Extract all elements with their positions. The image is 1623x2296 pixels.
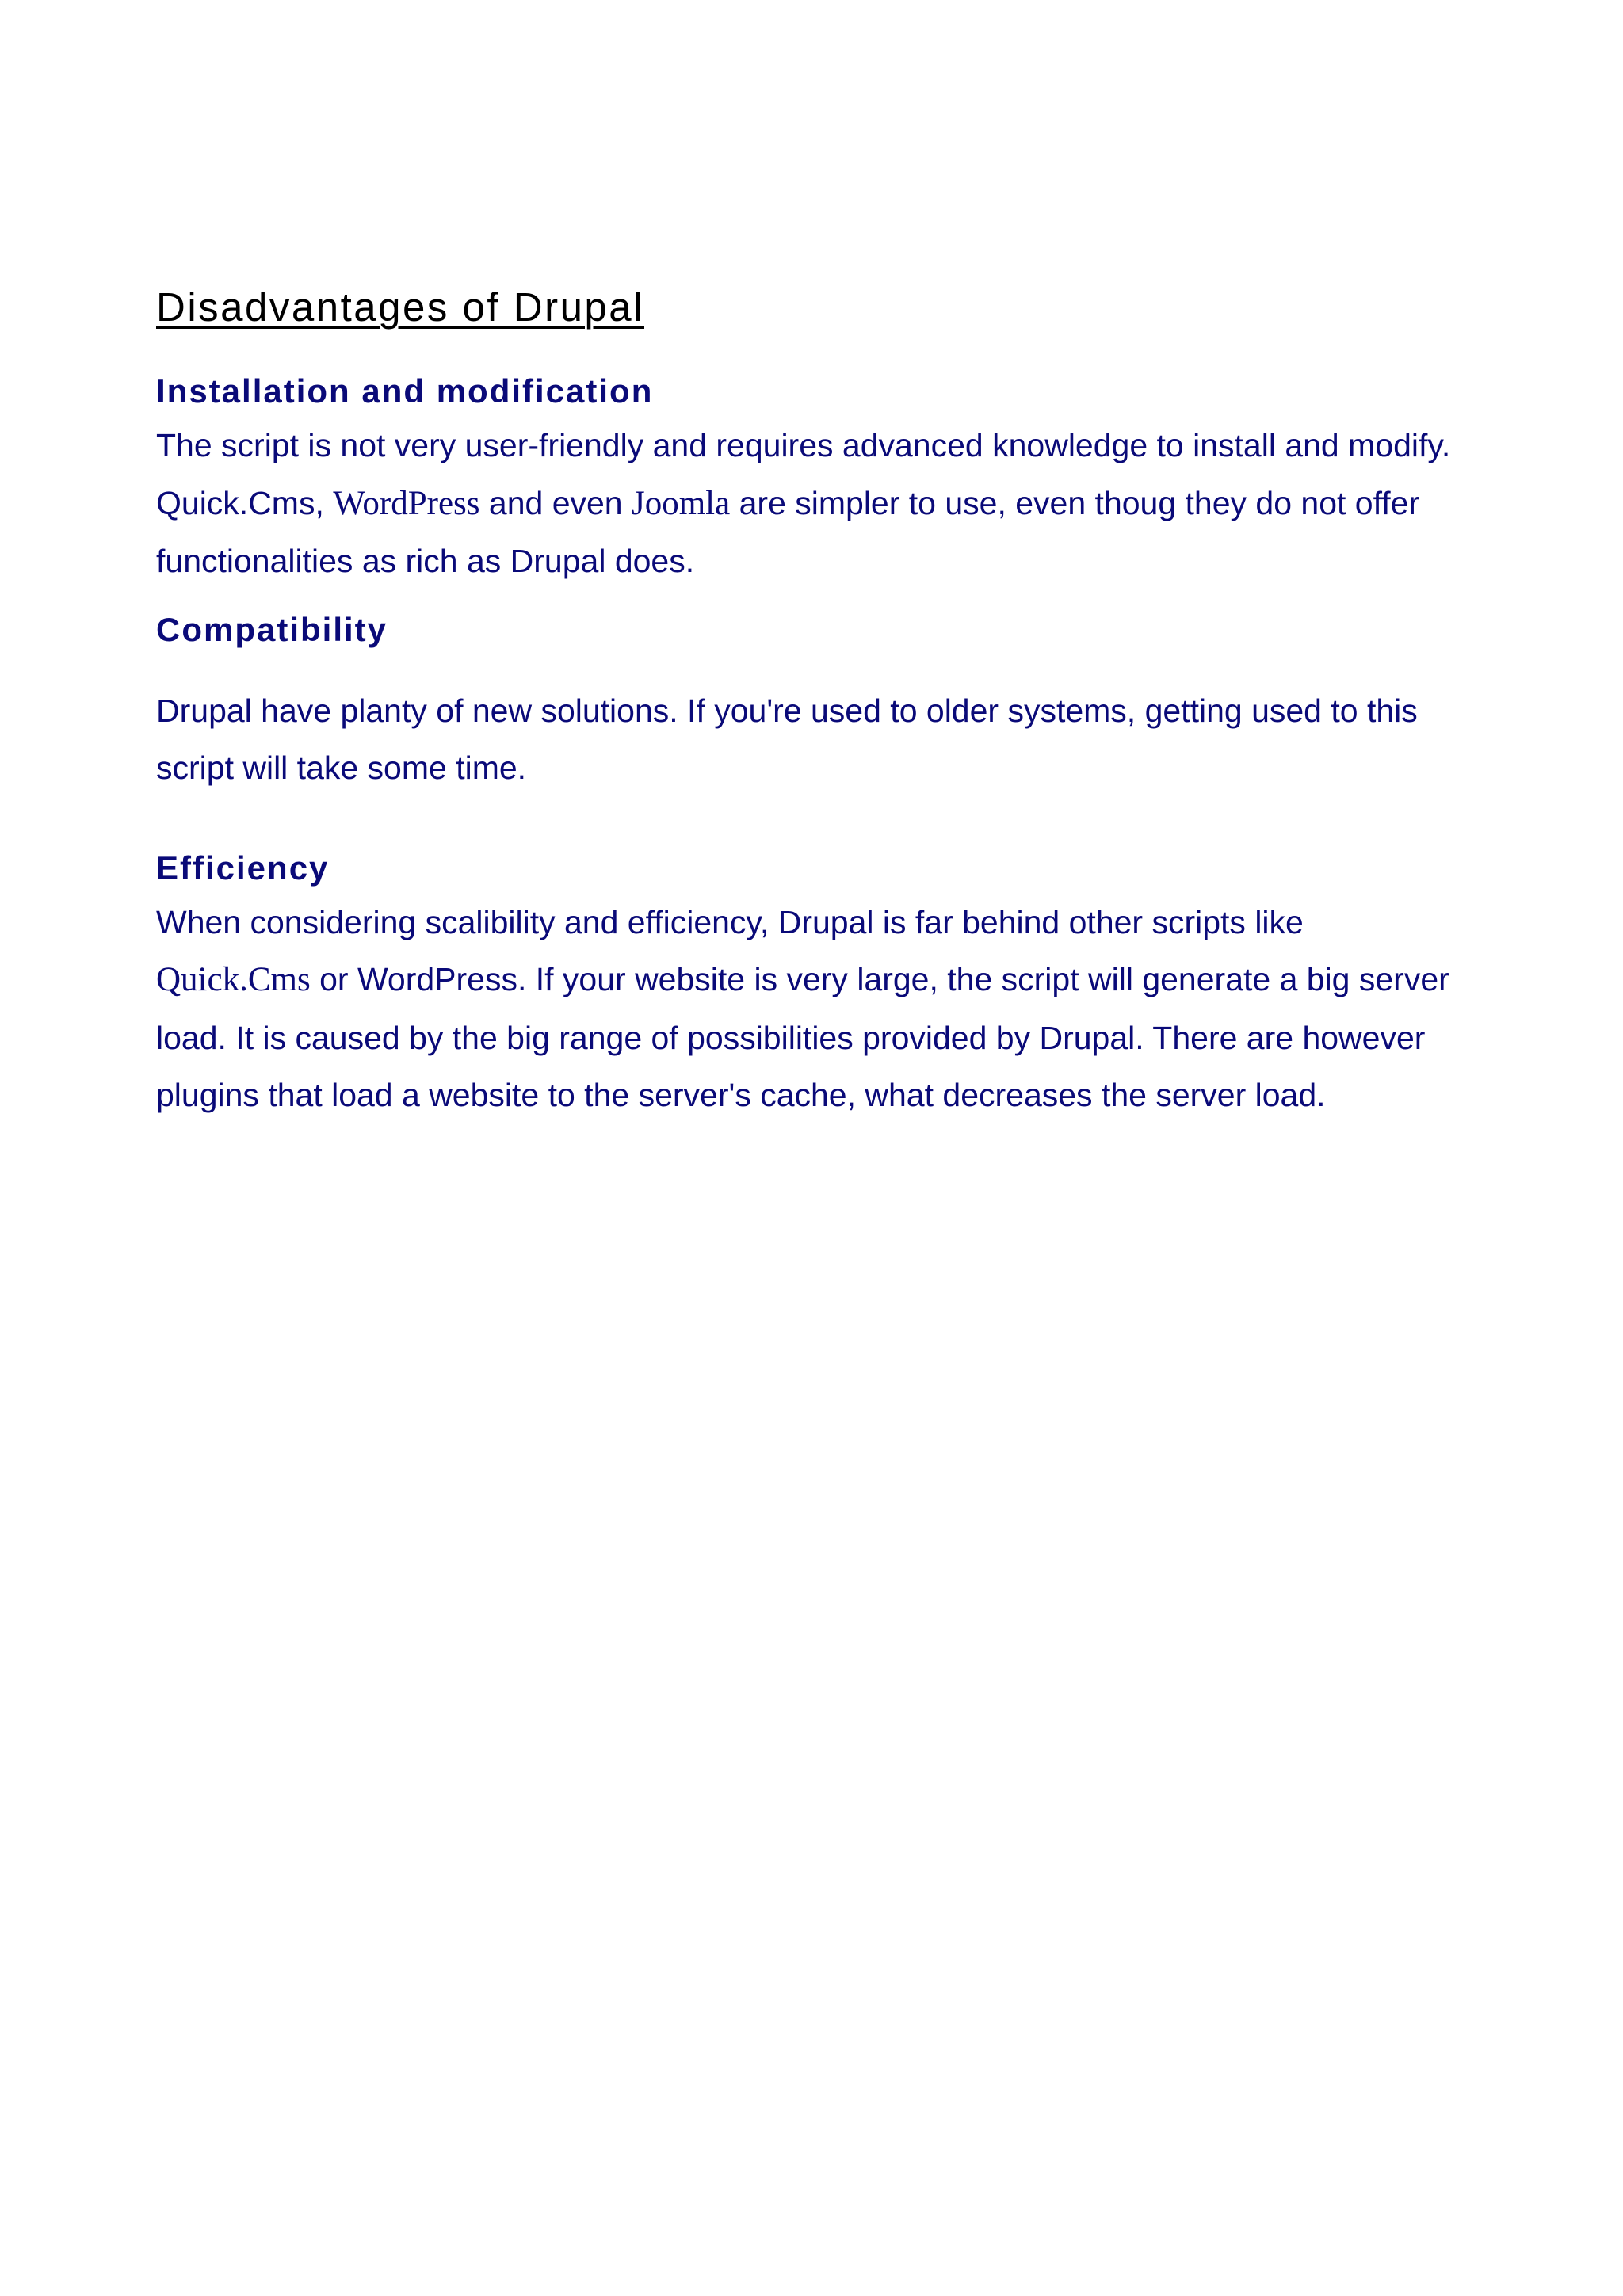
text-run-serif: Joomla <box>632 484 731 522</box>
section-heading-efficiency: Efficiency <box>156 849 330 887</box>
paragraph-line: functionalities as rich as Drupal does. <box>156 543 695 579</box>
paragraph-line: script will take some time. <box>156 749 527 786</box>
paragraph-line: load. It is caused by the big range of possibilities provided by Drupal. There are however <box>156 1019 1426 1056</box>
text-run: Quick.Cms, <box>156 484 334 521</box>
paragraph-line: plugins that load a website to the server's cache, what decreases the server load. <box>156 1077 1326 1113</box>
paragraph-line: When considering scalibility and efficiency, Drupal is far behind other scripts like <box>156 903 1304 940</box>
section-heading-installation: Installation and modification <box>156 372 654 410</box>
text-run-serif: WordPress <box>333 484 480 522</box>
text-run: or WordPress. If your website is very large, the script will generate a big server <box>310 961 1449 997</box>
section-paragraph-efficiency <box>156 894 1503 1124</box>
document-content <box>156 279 1503 1124</box>
paragraph-line <box>156 951 1503 1009</box>
text-run: and even <box>479 484 632 521</box>
page-title: Disadvantages of Drupal <box>156 284 644 330</box>
text-run-serif: Quick.Cms <box>156 961 311 998</box>
paragraph-line: Drupal have planty of new solutions. If you're used to older systems, getting used to this <box>156 692 1418 729</box>
section-heading-compatibility: Compatibility <box>156 610 388 648</box>
paragraph-line: The script is not very user-friendly and requires advanced knowledge to install and modify. <box>156 427 1451 463</box>
section-paragraph-installation <box>156 417 1503 590</box>
paragraph-line <box>156 475 1503 533</box>
section-paragraph-compatibility <box>156 682 1503 797</box>
text-run: are simpler to use, even thoug they do not offer <box>730 484 1420 521</box>
